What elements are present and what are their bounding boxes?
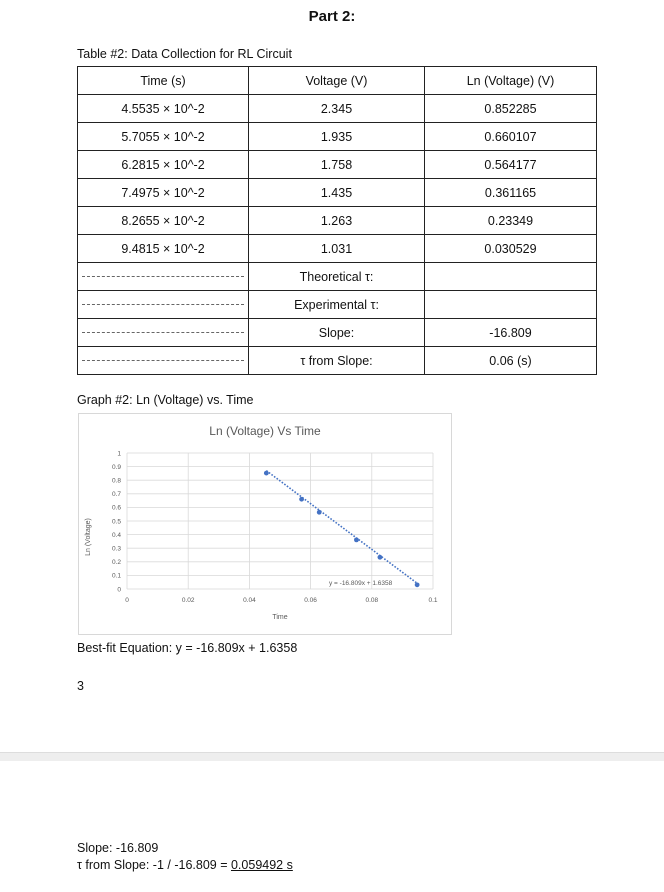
ln-voltage-cell: 0.361165 [425,179,597,207]
header-voltage: Voltage (V) [249,67,425,95]
summary-value [425,263,597,291]
chart-container [78,413,452,635]
ln-voltage-cell: 0.564177 [425,151,597,179]
page-divider [0,752,664,761]
summary-value [425,291,597,319]
time-cell: 6.2815 × 10^-2 [78,151,249,179]
time-cell: 8.2655 × 10^-2 [78,207,249,235]
grid-layer [127,453,433,589]
data-point [299,497,304,502]
table-row [78,207,597,235]
summary-row [78,347,597,375]
graph-caption: Graph #2: Ln (Voltage) vs. Time [77,393,254,407]
summary-value: 0.06 (s) [425,347,597,375]
page-title: Part 2: [308,8,356,25]
page-number: 3 [77,679,84,693]
summary-row [78,291,597,319]
data-point [264,471,269,476]
summary-row [78,319,597,347]
trendline-equation: y = -16.809x + 1.6358 [329,580,393,587]
y-tick-label: 0 [117,586,121,594]
y-tick-label: 0.4 [111,531,121,539]
y-tick-label: 0.6 [111,504,121,512]
x-tick-label: 0.08 [365,597,379,604]
dashed-placeholder [78,319,249,347]
ln-voltage-cell: 0.23349 [425,207,597,235]
x-tick-label: 0.06 [304,597,317,604]
time-cell: 9.4815 × 10^-2 [78,235,249,263]
voltage-cell: 1.935 [249,123,425,151]
ln-voltage-cell: 0.852285 [425,95,597,123]
y-tick-label: 0.1 [111,572,121,580]
dashed-placeholder [78,347,249,375]
x-axis-label: Time [272,614,288,621]
summary-row [78,263,597,291]
y-tick-label: 1 [117,450,121,458]
data-point [378,555,383,560]
data-table [77,66,597,375]
voltage-cell: 1.758 [249,151,425,179]
table-row [78,123,597,151]
voltage-cell: 1.263 [249,207,425,235]
voltage-cell: 2.345 [249,95,425,123]
data-point [317,510,322,515]
y-tick-label: 0.5 [111,518,121,526]
voltage-cell: 1.031 [249,235,425,263]
time-cell: 5.7055 × 10^-2 [78,123,249,151]
summary-label: τ from Slope: [249,347,425,375]
x-tick-label: 0.1 [428,597,438,604]
dashed-placeholder [78,291,249,319]
chart-svg [79,414,451,634]
y-axis-label: Ln (Voltage) [85,518,92,556]
note-slope: Slope: -16.809 [77,841,159,855]
note-tau-value: 0.059492 s [230,858,293,872]
summary-label: Experimental τ: [249,291,425,319]
time-cell: 4.5535 × 10^-2 [78,95,249,123]
time-cell: 7.4975 × 10^-2 [78,179,249,207]
note-tau-prefix: τ from Slope: -1 / -16.809 = [77,858,231,872]
y-tick-label: 0.2 [111,559,121,567]
trend-layer [266,471,417,584]
y-tick-label: 0.7 [111,491,121,499]
best-fit-equation: Best-fit Equation: y = -16.809x + 1.6358 [77,641,298,655]
x-tick-label: 0 [125,597,129,604]
ln-voltage-cell: 0.660107 [425,123,597,151]
summary-label: Theoretical τ: [249,263,425,291]
summary-value: -16.809 [425,319,597,347]
header-ln-voltage: Ln (Voltage) (V) [425,67,597,95]
y-tick-label: 0.3 [111,545,121,553]
trendline [266,471,417,584]
ln-voltage-cell: 0.030529 [425,235,597,263]
y-tick-label: 0.8 [111,477,121,485]
table-row [78,151,597,179]
data-point [415,582,420,587]
table-row [78,179,597,207]
data-point [354,537,359,542]
voltage-cell: 1.435 [249,179,425,207]
x-tick-label: 0.02 [181,597,195,604]
table-row [78,95,597,123]
chart-title: Ln (Voltage) Vs Time [209,424,321,438]
table-row [78,235,597,263]
dashed-placeholder [78,263,249,291]
header-time: Time (s) [78,67,249,95]
point-layer [264,471,420,588]
note-tau [77,858,293,872]
table-header-row [78,67,597,95]
y-tick-label: 0.9 [111,463,121,471]
summary-label: Slope: [249,319,425,347]
x-tick-label: 0.04 [243,597,256,604]
table-caption: Table #2: Data Collection for RL Circuit [77,47,292,61]
